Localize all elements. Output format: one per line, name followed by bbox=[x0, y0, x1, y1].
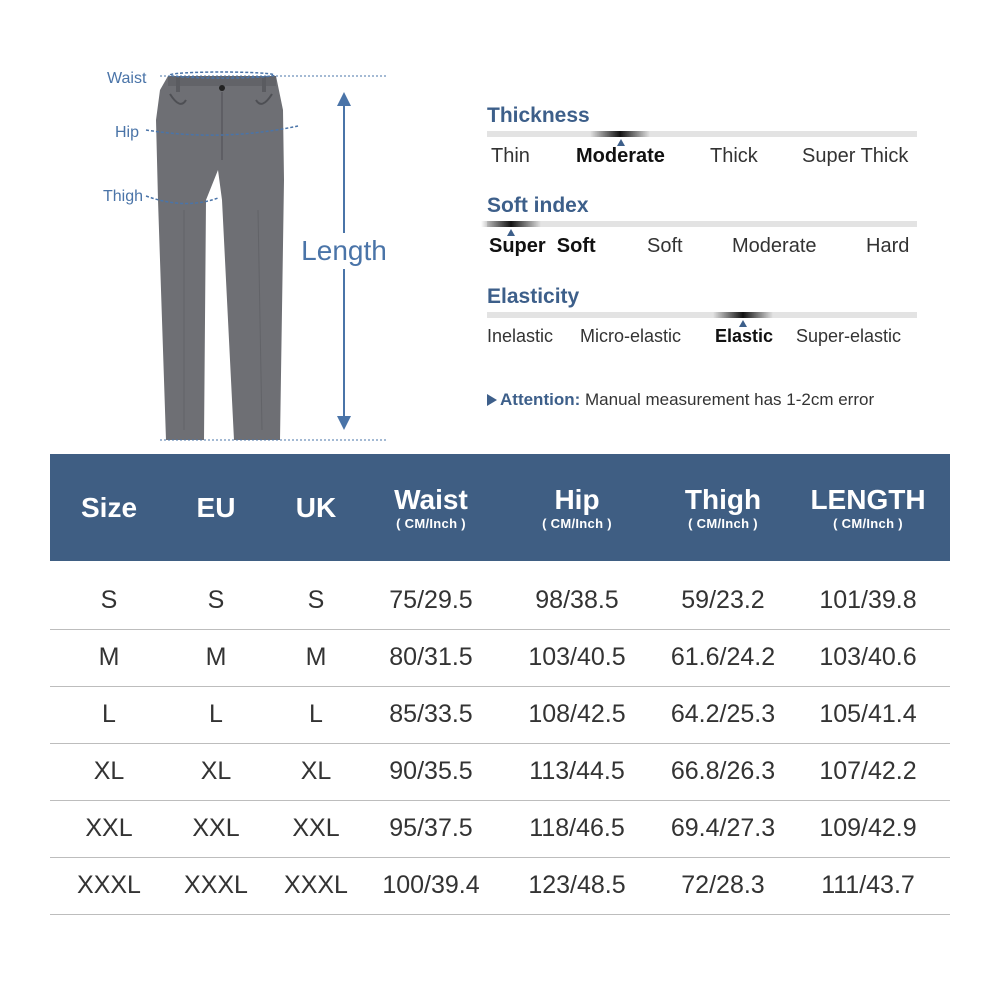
cell-uk: S bbox=[264, 561, 368, 629]
cell-thigh: 72/28.3 bbox=[660, 857, 786, 914]
header-eu: EU bbox=[196, 491, 236, 523]
thickness-title: Thickness bbox=[487, 104, 590, 127]
soft-index-scale bbox=[487, 193, 917, 263]
cell-hip: 123/48.5 bbox=[494, 857, 660, 914]
header-thigh: Thigh ( CM/Inch ) bbox=[684, 484, 762, 531]
elasticity-bar bbox=[487, 312, 917, 318]
pants-illustration bbox=[0, 0, 470, 450]
table-header-row bbox=[50, 454, 950, 561]
hip-label: Hip bbox=[115, 124, 140, 141]
thigh-label: Thigh bbox=[103, 188, 144, 205]
cell-hip: 98/38.5 bbox=[494, 561, 660, 629]
cell-waist: 90/35.5 bbox=[368, 743, 494, 800]
cell-eu: L bbox=[168, 686, 264, 743]
size-table bbox=[50, 454, 950, 915]
cell-thigh: 59/23.2 bbox=[660, 561, 786, 629]
header-waist: Waist ( CM/Inch ) bbox=[394, 484, 468, 531]
soft-index-option-soft: Soft bbox=[647, 235, 683, 257]
cell-size: XL bbox=[50, 743, 168, 800]
elasticity-title: Elasticity bbox=[487, 285, 580, 308]
elasticity-scale bbox=[487, 284, 917, 354]
elasticity-option-micro-elastic: Micro-elastic bbox=[580, 326, 682, 346]
cell-length: 107/42.2 bbox=[786, 743, 950, 800]
button bbox=[219, 85, 225, 91]
play-arrow-icon bbox=[487, 394, 497, 406]
cell-hip: 118/46.5 bbox=[494, 800, 660, 857]
cell-uk: L bbox=[264, 686, 368, 743]
elasticity-option-super-elastic: Super-elastic bbox=[796, 326, 902, 346]
cell-hip: 103/40.5 bbox=[494, 629, 660, 686]
thickness-options bbox=[487, 145, 917, 173]
cell-length: 105/41.4 bbox=[786, 686, 950, 743]
cell-eu: XXXL bbox=[168, 857, 264, 914]
cell-eu: XL bbox=[168, 743, 264, 800]
measurement-diagram bbox=[0, 0, 470, 450]
cell-size: S bbox=[50, 561, 168, 629]
attention-label: Attention: bbox=[500, 390, 581, 409]
soft-index-option-super-soft: Super Soft bbox=[489, 235, 596, 257]
cell-eu: M bbox=[168, 629, 264, 686]
cell-eu: XXL bbox=[168, 800, 264, 857]
cell-uk: XL bbox=[264, 743, 368, 800]
table-row bbox=[50, 629, 950, 686]
soft-index-option-hard: Hard bbox=[866, 235, 910, 257]
pants-shape bbox=[156, 76, 284, 440]
length-label: Length bbox=[298, 233, 390, 269]
thickness-indicator bbox=[590, 131, 650, 137]
cell-length: 111/43.7 bbox=[786, 857, 950, 914]
size-chart bbox=[50, 454, 950, 915]
header-uk: UK bbox=[295, 491, 337, 523]
thickness-option-super-thick: Super Thick bbox=[802, 145, 909, 167]
soft-index-indicator bbox=[481, 221, 541, 227]
cell-size: XXL bbox=[50, 800, 168, 857]
cell-hip: 108/42.5 bbox=[494, 686, 660, 743]
attention-text: Manual measurement has 1-2cm error bbox=[585, 390, 875, 409]
cell-thigh: 66.8/26.3 bbox=[660, 743, 786, 800]
cell-size: M bbox=[50, 629, 168, 686]
cell-size: XXXL bbox=[50, 857, 168, 914]
header-length: LENGTH ( CM/Inch ) bbox=[810, 484, 926, 531]
cell-eu: S bbox=[168, 561, 264, 629]
cell-length: 109/42.9 bbox=[786, 800, 950, 857]
cell-waist: 95/37.5 bbox=[368, 800, 494, 857]
cell-uk: XXXL bbox=[264, 857, 368, 914]
thickness-scale bbox=[487, 103, 917, 173]
table-row bbox=[50, 800, 950, 857]
table-row bbox=[50, 561, 950, 629]
thickness-option-thin: Thin bbox=[491, 145, 530, 167]
elasticity-option-inelastic: Inelastic bbox=[487, 326, 554, 346]
cell-hip: 113/44.5 bbox=[494, 743, 660, 800]
header-hip: Hip ( CM/Inch ) bbox=[542, 484, 612, 531]
cell-thigh: 64.2/25.3 bbox=[660, 686, 786, 743]
cell-waist: 75/29.5 bbox=[368, 561, 494, 629]
elasticity-indicator bbox=[713, 312, 773, 318]
elasticity-option-elastic: Elastic bbox=[715, 326, 774, 346]
soft-index-title: Soft index bbox=[487, 194, 589, 217]
table-row bbox=[50, 686, 950, 743]
cell-uk: M bbox=[264, 629, 368, 686]
soft-index-bar bbox=[487, 221, 917, 227]
thickness-option-thick: Thick bbox=[710, 145, 758, 167]
cell-length: 103/40.6 bbox=[786, 629, 950, 686]
table-row bbox=[50, 743, 950, 800]
soft-index-options bbox=[487, 235, 917, 263]
table-row bbox=[50, 857, 950, 914]
cell-size: L bbox=[50, 686, 168, 743]
thickness-bar bbox=[487, 131, 917, 137]
waist-label: Waist bbox=[107, 70, 147, 87]
attention-note bbox=[487, 390, 874, 410]
cell-length: 101/39.8 bbox=[786, 561, 950, 629]
header-size: Size bbox=[80, 491, 138, 523]
cell-waist: 85/33.5 bbox=[368, 686, 494, 743]
cell-uk: XXL bbox=[264, 800, 368, 857]
cell-waist: 80/31.5 bbox=[368, 629, 494, 686]
thickness-option-moderate: Moderate bbox=[576, 145, 665, 167]
cell-thigh: 61.6/24.2 bbox=[660, 629, 786, 686]
soft-index-option-moderate: Moderate bbox=[732, 235, 817, 257]
cell-thigh: 69.4/27.3 bbox=[660, 800, 786, 857]
cell-waist: 100/39.4 bbox=[368, 857, 494, 914]
elasticity-options bbox=[487, 326, 917, 354]
